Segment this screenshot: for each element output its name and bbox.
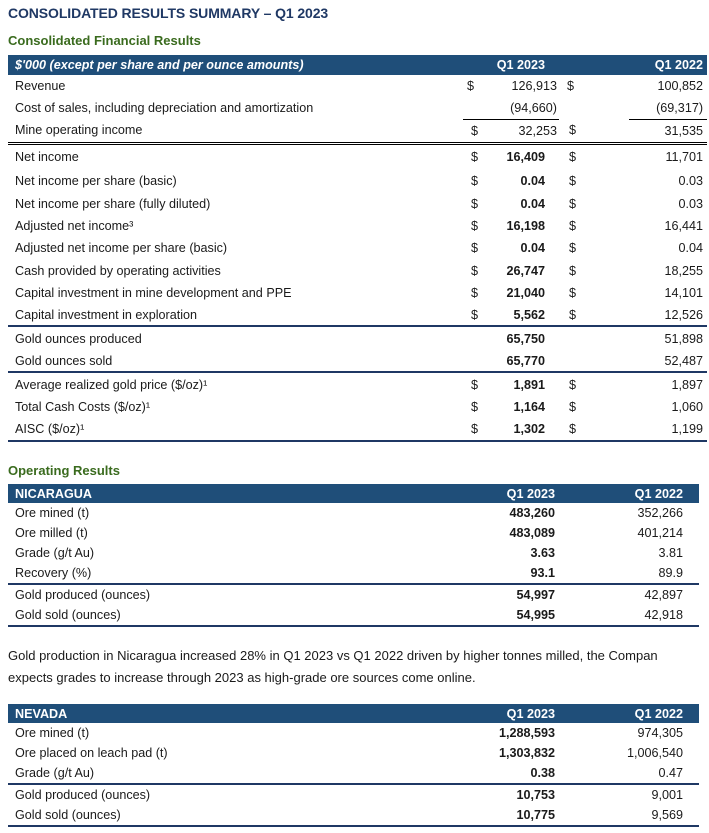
current-value: 1,302 <box>481 418 559 441</box>
prior-value: 42,918 <box>569 605 699 626</box>
row-label: AISC ($/oz)¹ <box>8 418 463 441</box>
prior-value: 9,001 <box>569 784 699 805</box>
header-current-period: Q1 2023 <box>428 484 569 503</box>
currency-symbol: $ <box>471 241 479 255</box>
current-value: 16,198 <box>506 219 546 233</box>
row-label: Capital investment in exploration <box>15 307 198 322</box>
table-row <box>8 282 707 304</box>
table-row <box>8 805 699 826</box>
row-label: Adjusted net income³ <box>15 219 134 233</box>
table-row <box>8 563 699 584</box>
prior-value: 11,701 <box>629 143 707 170</box>
currency-symbol <box>463 97 481 119</box>
prior-value: (69,317) <box>629 97 707 119</box>
prior-value: 100,852 <box>657 79 704 93</box>
currency-symbol: $ <box>471 123 479 138</box>
prior-value: 89.9 <box>658 566 683 580</box>
currency-symbol: $ <box>559 372 629 396</box>
table-row <box>8 259 707 282</box>
current-value: 32,253 <box>518 123 558 138</box>
currency-symbol: $ <box>471 219 479 233</box>
current-value: 0.38 <box>530 766 555 780</box>
prior-value: 401,214 <box>637 526 683 540</box>
row-label: Recovery (%) <box>15 566 92 580</box>
prior-value: 0.47 <box>658 766 683 780</box>
currency-symbol: $ <box>569 241 577 255</box>
table-row <box>8 523 699 543</box>
table-row <box>8 215 707 237</box>
currency-symbol <box>559 97 629 119</box>
current-value: (94,660) <box>481 97 559 119</box>
row-label: Cost of sales, including depreciation and amortization <box>15 101 314 115</box>
document-title: CONSOLIDATED RESULTS SUMMARY – Q1 2023 <box>8 5 329 21</box>
prior-value: 974,305 <box>637 726 683 740</box>
prior-value: 3.81 <box>658 546 683 560</box>
currency-symbol: $ <box>471 307 479 322</box>
financial-results-table <box>8 55 707 442</box>
row-label: Mine operating income <box>15 123 143 138</box>
currency-symbol: $ <box>471 174 479 188</box>
row-label: Total Cash Costs ($/oz)¹ <box>15 400 151 414</box>
current-value: 1,288,593 <box>498 726 555 740</box>
table-row <box>8 605 699 626</box>
currency-symbol: $ <box>569 286 577 300</box>
table-row <box>8 143 707 170</box>
prior-value: 0.03 <box>678 196 704 211</box>
currency-symbol: $ <box>463 372 481 396</box>
current-value: 0.04 <box>520 241 546 255</box>
table-row <box>8 326 707 350</box>
table-row <box>8 119 707 143</box>
table-row <box>8 743 699 763</box>
currency-symbol: $ <box>569 219 577 233</box>
current-value: 10,775 <box>428 805 569 826</box>
row-label: Revenue <box>15 79 66 93</box>
table-row <box>8 237 707 259</box>
current-value: 1,303,832 <box>498 746 555 760</box>
table-row <box>8 584 699 605</box>
table-row <box>8 396 707 418</box>
currency-symbol: $ <box>471 196 479 211</box>
table-row <box>8 723 699 743</box>
financial-section-title: Consolidated Financial Results <box>8 33 201 48</box>
prior-value: 18,255 <box>664 263 704 278</box>
header-prior-period: Q1 2022 <box>569 484 699 503</box>
nevada-header-row <box>8 704 699 723</box>
current-value: 3.63 <box>530 546 555 560</box>
currency-symbol: $ <box>569 263 577 278</box>
current-value: 0.04 <box>520 196 546 211</box>
current-value: 21,040 <box>506 286 546 300</box>
header-label: NEVADA <box>8 704 428 723</box>
currency-symbol: $ <box>559 143 629 170</box>
row-label: Ore placed on leach pad (t) <box>15 746 168 760</box>
prior-value: 42,897 <box>569 584 699 605</box>
row-label: Capital investment in mine development and PPE <box>15 286 292 300</box>
currency-symbol: $ <box>463 143 481 170</box>
nevada-table <box>8 704 699 827</box>
header-label: NICARAGUA <box>8 484 428 503</box>
header-prior-period: Q1 2022 <box>569 704 699 723</box>
prior-value: 9,569 <box>569 805 699 826</box>
current-value: 5,562 <box>513 307 546 322</box>
row-label: Ore mined (t) <box>15 726 90 740</box>
row-label: Gold ounces sold <box>15 353 113 368</box>
table-row <box>8 763 699 784</box>
row-label: Grade (g/t Au) <box>15 766 95 780</box>
row-label: Net income per share (basic) <box>15 174 177 188</box>
nicaragua-header-row <box>8 484 699 503</box>
current-value: 65,750 <box>481 326 559 350</box>
current-value: 93.1 <box>530 566 555 580</box>
table-row <box>8 192 707 215</box>
row-label: Net income <box>8 143 463 170</box>
currency-symbol: $ <box>471 400 479 414</box>
current-value: 1,891 <box>481 372 559 396</box>
row-label: Net income per share (fully diluted) <box>15 196 211 211</box>
row-label: Grade (g/t Au) <box>15 546 95 560</box>
currency-symbol: $ <box>567 79 575 93</box>
prior-value: 0.03 <box>678 174 704 188</box>
prior-value: 51,898 <box>629 326 707 350</box>
operating-section-title: Operating Results <box>8 463 120 478</box>
row-label: Gold produced (ounces) <box>8 584 428 605</box>
header-current-period: Q1 2023 <box>463 55 559 75</box>
prior-value: 1,006,540 <box>626 746 683 760</box>
currency-symbol: $ <box>463 418 481 441</box>
row-label: Cash provided by operating activities <box>15 263 221 278</box>
currency-symbol <box>559 326 629 350</box>
currency-symbol: $ <box>467 79 475 93</box>
currency-symbol <box>463 326 481 350</box>
currency-symbol: $ <box>569 174 577 188</box>
table-row <box>8 75 707 97</box>
current-value: 1,164 <box>513 400 546 414</box>
row-label: Gold sold (ounces) <box>8 805 428 826</box>
current-value: 65,770 <box>506 353 546 368</box>
current-value: 126,913 <box>511 79 558 93</box>
current-value: 26,747 <box>506 263 546 278</box>
currency-symbol <box>463 350 481 372</box>
prior-value: 16,441 <box>664 219 704 233</box>
prior-value: 14,101 <box>664 286 704 300</box>
row-label: Ore milled (t) <box>15 526 88 540</box>
currency-symbol: $ <box>569 400 577 414</box>
table-row <box>8 503 699 523</box>
currency-symbol <box>559 350 629 372</box>
prior-value: 12,526 <box>664 307 704 322</box>
table-row <box>8 543 699 563</box>
table-row <box>8 304 707 326</box>
row-label: Ore mined (t) <box>15 506 90 520</box>
row-label: Gold ounces produced <box>8 326 463 350</box>
current-value: 54,995 <box>428 605 569 626</box>
prior-value: 1,199 <box>629 418 707 441</box>
table-row <box>8 372 707 396</box>
currency-symbol: $ <box>471 263 479 278</box>
table-row <box>8 97 707 119</box>
currency-symbol: $ <box>559 418 629 441</box>
row-label: Average realized gold price ($/oz)¹ <box>8 372 463 396</box>
table-row <box>8 418 707 441</box>
financial-header-row <box>8 55 707 75</box>
header-prior-period: Q1 2022 <box>559 55 707 75</box>
prior-value: 31,535 <box>664 123 704 138</box>
current-value: 0.04 <box>520 174 546 188</box>
current-value: 483,260 <box>509 506 555 520</box>
current-value: 16,409 <box>481 143 559 170</box>
row-label: Gold produced (ounces) <box>8 784 428 805</box>
prior-value: 52,487 <box>664 353 704 368</box>
header-current-period: Q1 2023 <box>428 704 569 723</box>
table-row <box>8 784 699 805</box>
table-row <box>8 170 707 192</box>
table-row <box>8 350 707 372</box>
header-label: $'000 (except per share and per ounce amounts) <box>8 55 463 75</box>
prior-value: 0.04 <box>678 241 704 255</box>
current-value: 10,753 <box>428 784 569 805</box>
prior-value: 1,060 <box>671 400 704 414</box>
currency-symbol: $ <box>569 196 577 211</box>
current-value: 54,997 <box>428 584 569 605</box>
nicaragua-commentary: Gold production in Nicaragua increased 28% in Q1 2023 vs Q1 2022 driven by higher tonnes milled, the Compan expects grades to increase through 2023 as high-grade ore sources come online. <box>8 648 658 685</box>
row-label: Gold sold (ounces) <box>8 605 428 626</box>
currency-symbol: $ <box>569 123 577 138</box>
current-value: 483,089 <box>509 526 555 540</box>
row-label: Adjusted net income per share (basic) <box>15 241 228 255</box>
currency-symbol: $ <box>569 307 577 322</box>
nicaragua-table <box>8 484 699 627</box>
prior-value: 352,266 <box>637 506 683 520</box>
prior-value: 1,897 <box>629 372 707 396</box>
currency-symbol: $ <box>471 286 479 300</box>
